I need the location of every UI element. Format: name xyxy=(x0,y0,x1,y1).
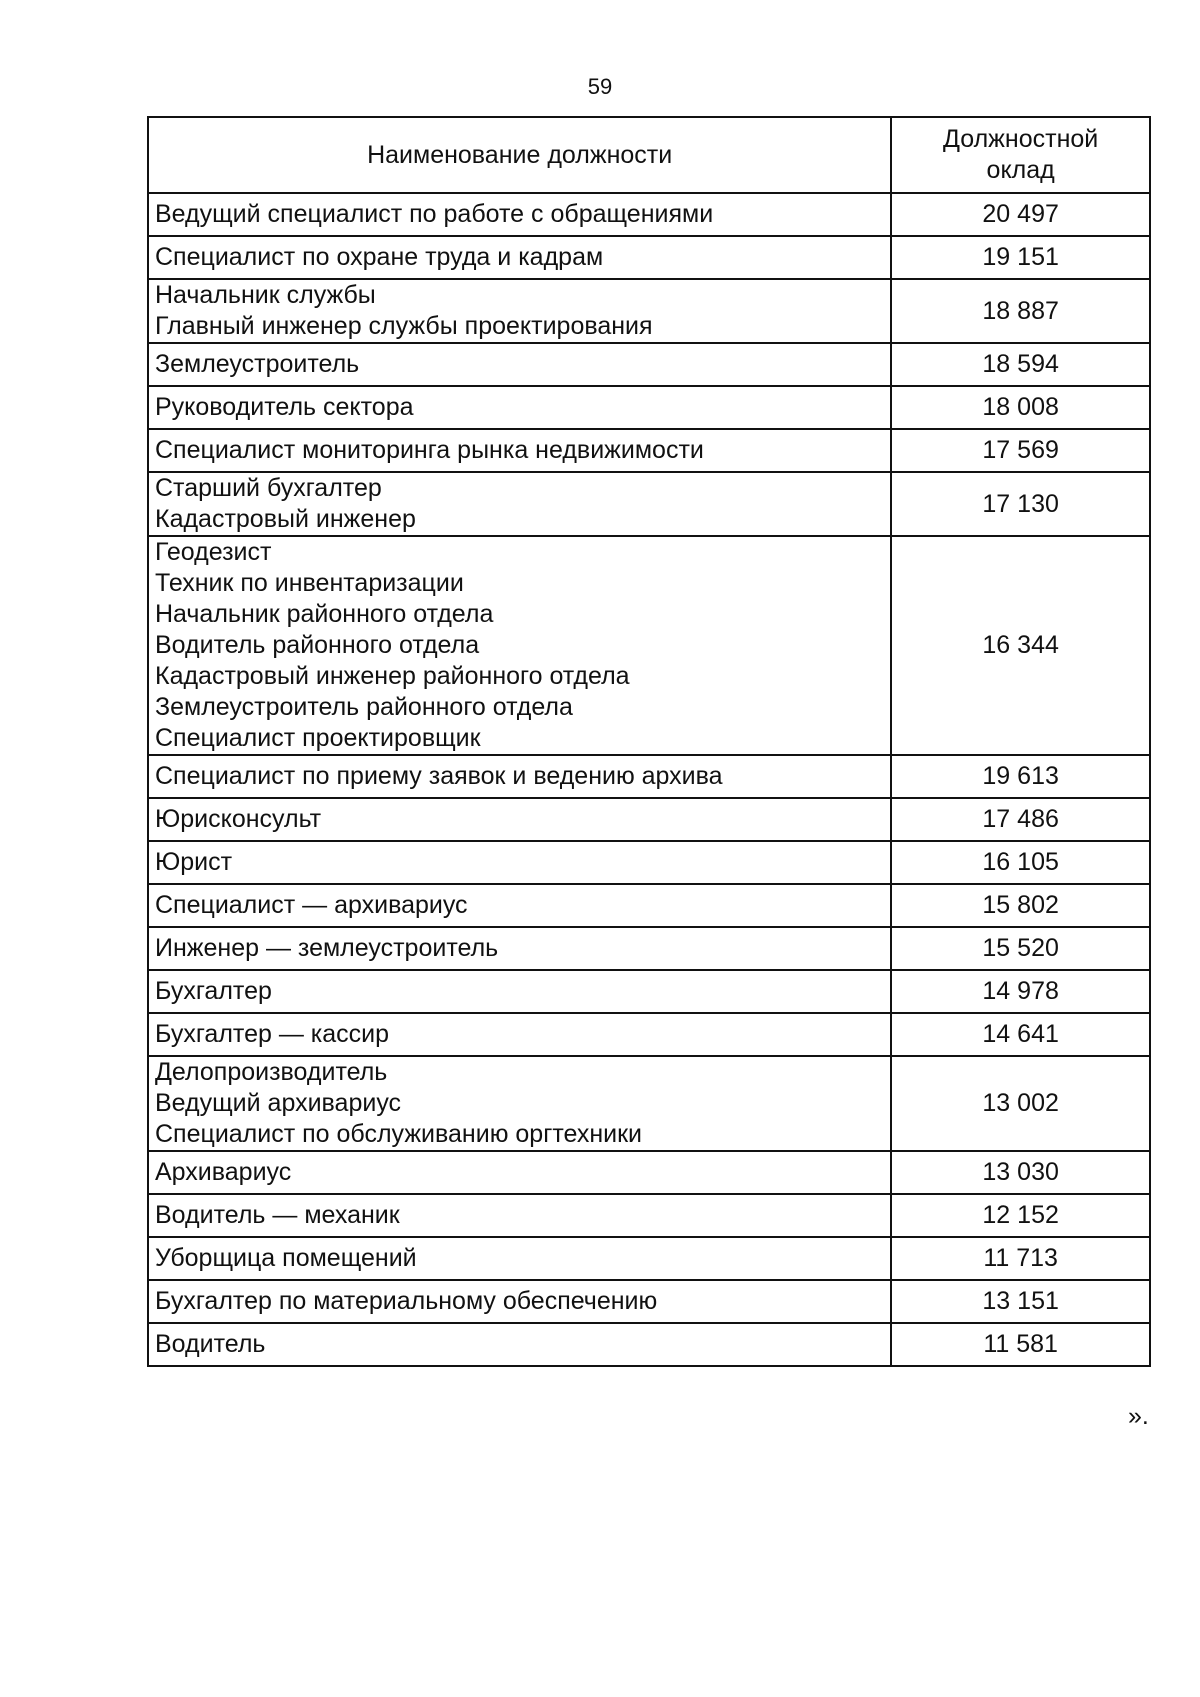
position-name: Руководитель сектора xyxy=(155,393,414,421)
position-name: Специалист по приему заявок и ведению архива xyxy=(155,762,723,790)
position-cell xyxy=(148,279,891,343)
position-name: Инженер — землеустроитель xyxy=(155,934,499,962)
page-number: 59 xyxy=(587,74,613,99)
position-name: Юрист xyxy=(155,848,233,876)
table-row xyxy=(148,536,1150,755)
position-name: Геодезист xyxy=(155,538,272,566)
position-cell xyxy=(148,755,891,798)
salary-cell: 14 978 xyxy=(891,970,1150,1013)
table-body xyxy=(148,193,1150,1366)
salary-cell: 19 613 xyxy=(891,755,1150,798)
position-cell xyxy=(148,236,891,279)
position-cell xyxy=(148,386,891,429)
position-name: Начальник районного отдела xyxy=(155,600,494,628)
salary-cell: 17 130 xyxy=(891,472,1150,536)
position-name: Землеустроитель районного отдела xyxy=(155,693,573,721)
salary-table xyxy=(147,116,1151,1367)
position-name: Специалист мониторинга рынка недвижимости xyxy=(155,436,704,464)
table-header-row xyxy=(148,117,1150,193)
table-row xyxy=(148,1323,1150,1366)
table-row xyxy=(148,1280,1150,1323)
table-row xyxy=(148,1151,1150,1194)
table-row xyxy=(148,798,1150,841)
table-row xyxy=(148,970,1150,1013)
position-name: Бухгалтер по материальному обеспечению xyxy=(155,1287,658,1315)
position-name: Водитель xyxy=(155,1330,266,1358)
position-name: Кадастровый инженер xyxy=(155,505,416,533)
position-cell xyxy=(148,970,891,1013)
salary-cell: 15 520 xyxy=(891,927,1150,970)
position-name: Старший бухгалтер xyxy=(155,474,382,502)
position-name: Архивариус xyxy=(155,1158,292,1186)
position-name: Специалист по охране труда и кадрам xyxy=(155,243,604,271)
position-cell xyxy=(148,429,891,472)
salary-cell: 11 713 xyxy=(891,1237,1150,1280)
position-name: Специалист — архивариус xyxy=(155,891,468,919)
position-name: Юрисконсульт xyxy=(155,805,322,833)
table-row xyxy=(148,755,1150,798)
position-name: Главный инженер службы проектирования xyxy=(155,312,653,340)
position-cell xyxy=(148,1056,891,1151)
position-name: Начальник службы xyxy=(155,281,376,309)
salary-cell: 15 802 xyxy=(891,884,1150,927)
position-name: Делопроизводитель xyxy=(155,1058,388,1086)
position-cell xyxy=(148,798,891,841)
position-name: Специалист проектировщик xyxy=(155,724,481,752)
salary-cell: 17 486 xyxy=(891,798,1150,841)
salary-cell: 16 105 xyxy=(891,841,1150,884)
position-cell xyxy=(148,536,891,755)
salary-cell: 18 887 xyxy=(891,279,1150,343)
closing-quote: ». xyxy=(1128,1402,1149,1430)
position-name: Кадастровый инженер районного отдела xyxy=(155,662,630,690)
position-name: Техник по инвентаризации xyxy=(155,569,464,597)
salary-cell: 18 594 xyxy=(891,343,1150,386)
position-name: Специалист по обслуживанию оргтехники xyxy=(155,1120,643,1148)
table-row xyxy=(148,343,1150,386)
position-cell xyxy=(148,1194,891,1237)
table-row xyxy=(148,236,1150,279)
salary-cell: 17 569 xyxy=(891,429,1150,472)
table-row xyxy=(148,472,1150,536)
salary-cell: 12 152 xyxy=(891,1194,1150,1237)
position-name: Бухгалтер xyxy=(155,977,272,1005)
salary-cell: 18 008 xyxy=(891,386,1150,429)
position-name: Ведущий специалист по работе с обращениями xyxy=(155,200,714,228)
position-cell xyxy=(148,1280,891,1323)
table-row xyxy=(148,279,1150,343)
position-cell xyxy=(148,1151,891,1194)
position-name: Уборщица помещений xyxy=(155,1244,417,1272)
position-cell xyxy=(148,1013,891,1056)
position-name: Водитель районного отдела xyxy=(155,631,480,659)
position-name: Водитель — механик xyxy=(155,1201,400,1229)
position-cell xyxy=(148,472,891,536)
salary-cell: 13 002 xyxy=(891,1056,1150,1151)
header-salary-line2: оклад xyxy=(986,156,1055,184)
table-row xyxy=(148,1056,1150,1151)
position-cell xyxy=(148,343,891,386)
position-cell xyxy=(148,1323,891,1366)
salary-cell: 11 581 xyxy=(891,1323,1150,1366)
salary-cell: 16 344 xyxy=(891,536,1150,755)
salary-cell: 13 030 xyxy=(891,1151,1150,1194)
header-salary-line1: Должностной xyxy=(943,125,1099,153)
position-cell xyxy=(148,927,891,970)
position-cell xyxy=(148,1237,891,1280)
position-name: Землеустроитель xyxy=(155,350,360,378)
table-row xyxy=(148,429,1150,472)
table-row xyxy=(148,1194,1150,1237)
table-row xyxy=(148,1013,1150,1056)
table-row xyxy=(148,386,1150,429)
header-salary xyxy=(891,117,1150,193)
salary-cell: 14 641 xyxy=(891,1013,1150,1056)
position-cell xyxy=(148,884,891,927)
table-row xyxy=(148,884,1150,927)
salary-cell: 20 497 xyxy=(891,193,1150,236)
table-row xyxy=(148,841,1150,884)
salary-cell: 13 151 xyxy=(891,1280,1150,1323)
position-name: Ведущий архивариус xyxy=(155,1089,402,1117)
table-row xyxy=(148,1237,1150,1280)
salary-cell: 19 151 xyxy=(891,236,1150,279)
position-cell xyxy=(148,841,891,884)
position-name: Бухгалтер — кассир xyxy=(155,1020,390,1048)
position-cell xyxy=(148,193,891,236)
table-row xyxy=(148,193,1150,236)
table-row xyxy=(148,927,1150,970)
header-position-name: Наименование должности xyxy=(148,117,891,193)
